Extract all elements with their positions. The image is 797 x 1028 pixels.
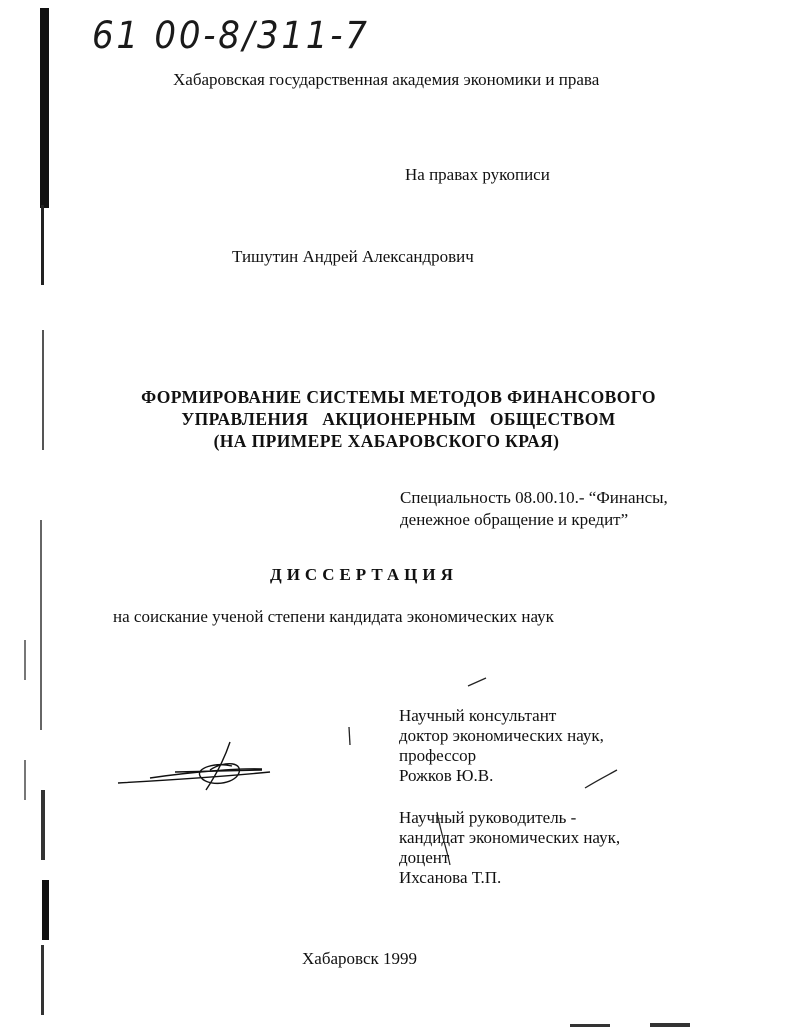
pen-vertical-mark (349, 727, 350, 745)
pen-tick-mark (468, 678, 486, 686)
handwritten-catalog-number: 61 00-8/311-7 (92, 14, 370, 57)
supervisor-name: Ихсанова Т.П. (399, 868, 502, 887)
supervisor-signature (437, 812, 450, 865)
document-type: ДИССЕРТАЦИЯ (270, 565, 458, 584)
author-signature (118, 742, 270, 790)
title-line-2: УПРАВЛЕНИЯ АКЦИОНЕРНЫМ ОБЩЕСТВОМ (181, 409, 616, 429)
consultant-rank: профессор (399, 746, 477, 765)
title-line-1: ФОРМИРОВАНИЕ СИСТЕМЫ МЕТОДОВ ФИНАНСОВОГО (141, 387, 656, 407)
specialty-line-1: Специальность 08.00.10.- “Финансы, (400, 488, 668, 507)
consultant-degree: доктор экономических наук, (399, 726, 604, 745)
supervisor-role: Научный руководитель - (399, 808, 577, 827)
supervisor-degree: кандидат экономических наук, (399, 828, 621, 847)
institution-name: Хабаровская государственная академия экономики и права (173, 70, 600, 89)
supervisor-rank: доцент (399, 848, 450, 867)
author-name: Тишутин Андрей Александрович (232, 247, 474, 266)
specialty-line-2: денежное обращение и кредит” (400, 510, 629, 529)
consultant-signature (585, 770, 617, 788)
title-line-3: (НА ПРИМЕРЕ ХАБАРОВСКОГО КРАЯ) (213, 431, 560, 451)
consultant-role: Научный консультант (399, 706, 557, 725)
consultant-name: Рожков Ю.В. (399, 766, 494, 785)
manuscript-note: На правах рукописи (405, 165, 550, 184)
city-year: Хабаровск 1999 (302, 949, 417, 968)
degree-line: на соискание ученой степени кандидата экономических наук (113, 607, 554, 626)
